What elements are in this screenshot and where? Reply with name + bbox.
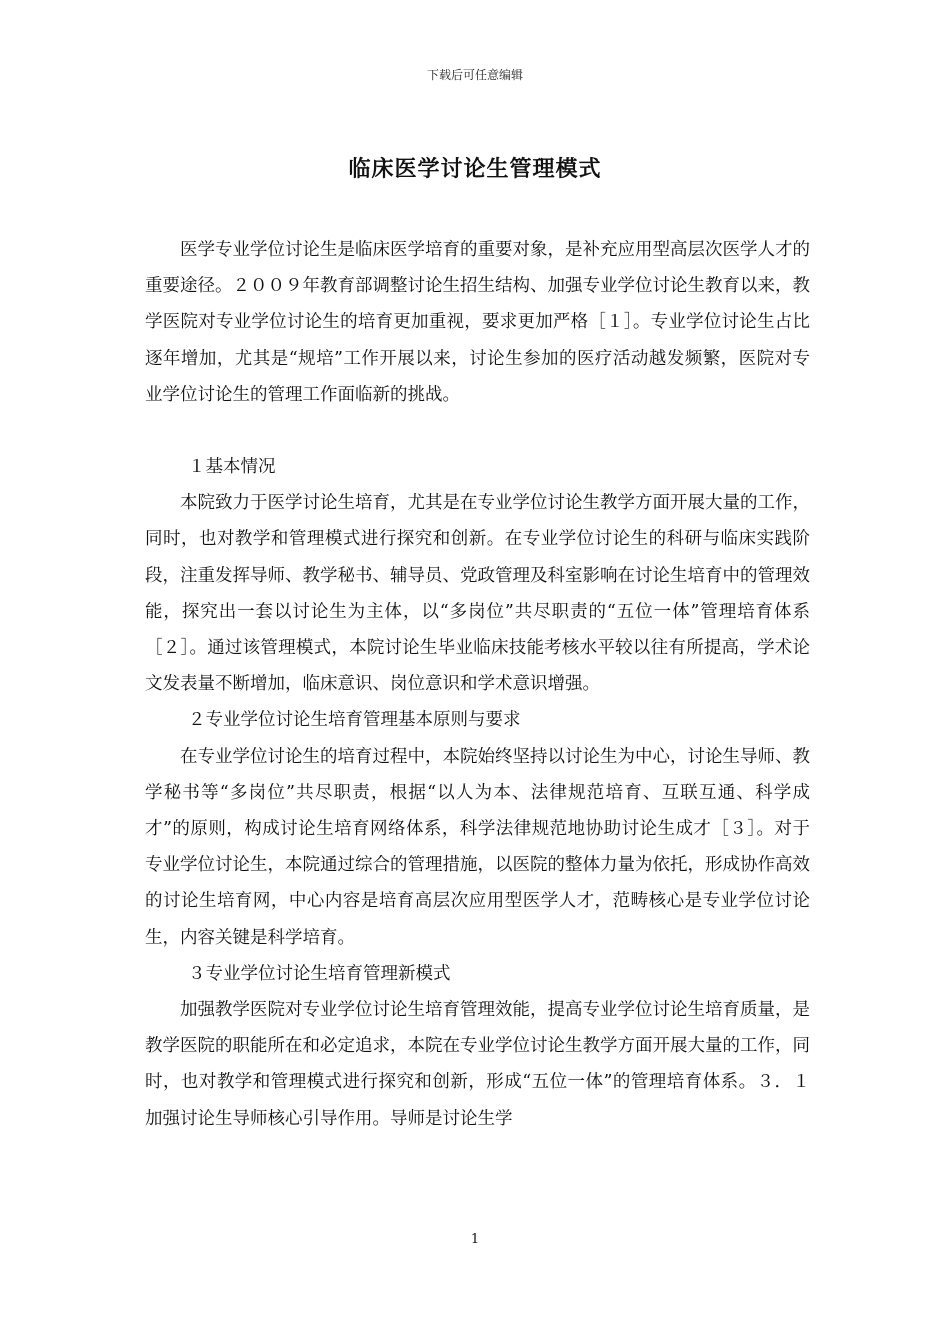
section-1-paragraph: 本院致力于医学讨论生培育，尤其是在专业学位讨论生教学方面开展大量的工作，同时，也对教学和管理模式进行探究和创新。在专业学位讨论生的科研与临床实践阶段，注重发挥导师、教学秘书、辅导员、党政管理及科室影响在讨论生培育中的管理效能，探究出一套以讨论生为主体，以“多岗位”共尽职责的“五位一体”管理培育体系［２］。通过该管理模式，本院讨论生毕业临床技能考核水平较以往有所提高，学术论文发表量不断增加，临床意识、岗位意识和学术意识增强。 <box>145 493 810 695</box>
document-title: 临床医学讨论生管理模式 <box>348 156 602 182</box>
section-heading-3: ３专业学位讨论生培育管理新模式 <box>188 963 451 984</box>
document-body <box>145 232 810 1137</box>
intro-paragraph: 医学专业学位讨论生是临床医学培育的重要对象，是补充应用型高层次医学人才的重要途径。２００９年教育部调整讨论生招生结构、加强专业学位讨论生教育以来，教学医院对专业学位讨论生的培育更加重视，要求更加严格［１］。专业学位讨论生占比逐年增加，尤其是“规培”工作开展以来，讨论生参加的医疗活动越发频繁，医院对专业学位讨论生的管理工作面临新的挑战。 <box>145 240 810 405</box>
header-note: 下载后可任意编辑 <box>426 68 523 82</box>
section-heading-2: ２专业学位讨论生培育管理基本原则与要求 <box>188 710 521 731</box>
section-2-paragraph: 在专业学位讨论生的培育过程中，本院始终坚持以讨论生为中心，讨论生导师、教学秘书等“多岗位”共尽职责，根据“以人为本、法律规范培育、互联互通、科学成才”的原则，构成讨论生培育网络体系，科学法律规范地协助讨论生成才［３］。对于专业学位讨论生，本院通过综合的管理措施，以医院的整体力量为依托，形成协作高效的讨论生培育网，中心内容是培育高层次应用型医学人才，范畴核心是专业学位讨论生，内容关键是科学培育。 <box>145 746 810 948</box>
section-heading-1: １基本情况 <box>188 457 276 478</box>
page-number: 1 <box>470 1232 480 1247</box>
section-3-paragraph: 加强教学医院对专业学位讨论生培育管理效能，提高专业学位讨论生培育质量，是教学医院的职能所在和必定追求，本院在专业学位讨论生教学方面开展大量的工作，同时，也对教学和管理模式进行探究和创新，形成“五位一体”的管理培育体系。３．１加强讨论生导师核心引导作用。导师是讨论生学 <box>145 1000 810 1129</box>
